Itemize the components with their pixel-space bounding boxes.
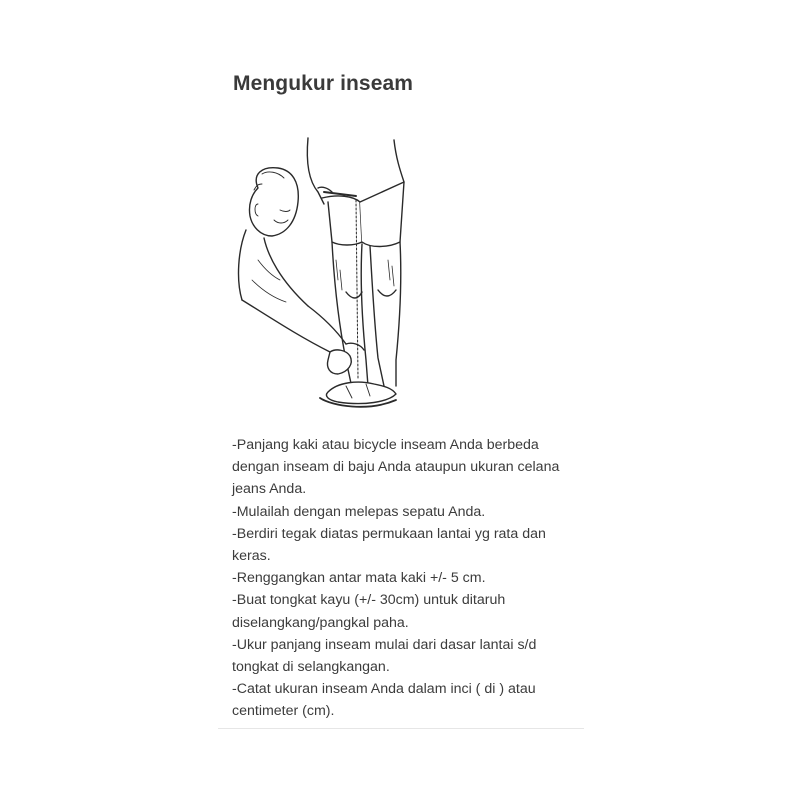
instruction-item: -Mulailah dengan melepas sepatu Anda. <box>232 503 486 520</box>
instruction-item: -Renggangkan antar mata kaki +/- 5 cm. <box>232 570 486 587</box>
instruction-item: -Berdiri tegak diatas permukaan lantai yg rata dan keras. <box>232 525 546 565</box>
divider <box>218 728 584 729</box>
instruction-item: -Panjang kaki atau bicycle inseam Anda berbeda dengan inseam di baju Anda ataupun ukuran celana jeans Anda. <box>232 437 560 498</box>
instructions <box>232 434 572 723</box>
instruction-item: -Ukur panjang inseam mulai dari dasar lantai s/d tongkat di selangkangan. <box>232 636 537 676</box>
instruction-item: -Catat ukuran inseam Anda dalam inci ( di ) atau centimeter (cm). <box>232 681 536 720</box>
inseam-measuring-illustration-icon <box>228 130 418 420</box>
instruction-item: -Buat tongkat kayu (+/- 30cm) untuk ditaruh diselangkang/pangkal paha. <box>232 592 506 631</box>
page-title: Mengukur inseam <box>233 72 414 95</box>
